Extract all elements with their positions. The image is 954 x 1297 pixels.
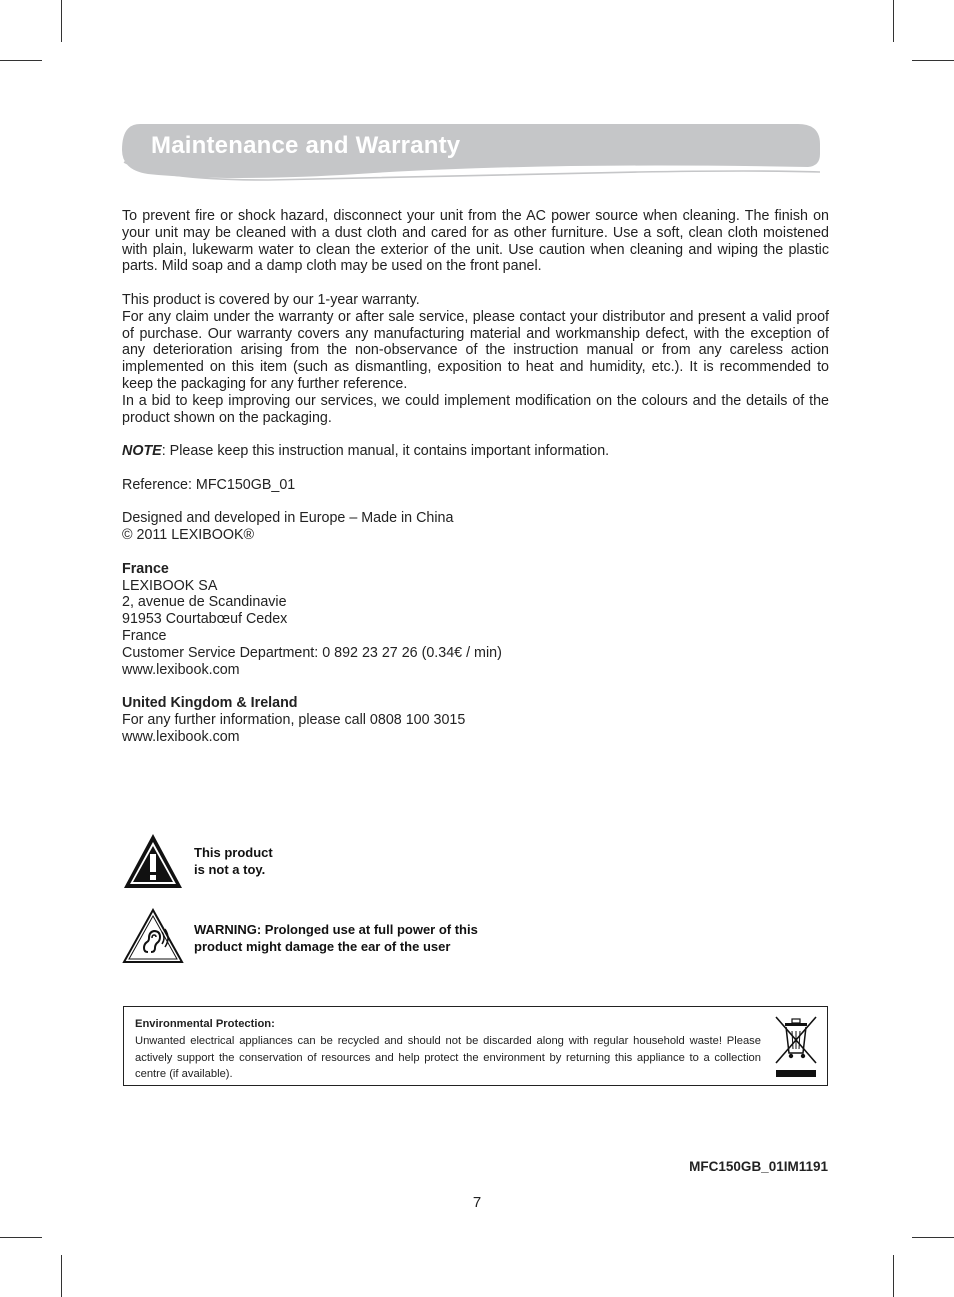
note-text: : Please keep this instruction manual, it contains important information.	[161, 443, 610, 460]
warranty-intro: This product is covered by our 1-year warranty.	[122, 291, 420, 308]
hearing-warning-line: product might damage the ear of the user	[194, 938, 451, 954]
note-label: NOTE	[122, 443, 162, 460]
france-heading: France	[122, 560, 169, 577]
hearing-warning-line: WARNING: Prolonged use at full power of this	[194, 922, 478, 937]
crop-mark	[0, 60, 42, 61]
main-content	[122, 208, 829, 746]
document-reference: MFC150GB_01IM1191	[689, 1159, 828, 1174]
crop-mark	[61, 1255, 62, 1297]
environmental-text-block	[135, 1016, 761, 1083]
crossed-bin-icon	[774, 1013, 818, 1079]
address-line: 91953 Courtabœuf Cedex	[122, 611, 288, 628]
origin-line: Designed and developed in Europe – Made in China	[122, 510, 454, 527]
toy-warning-line: This product	[194, 845, 273, 860]
note-paragraph	[122, 443, 829, 460]
website-link[interactable]: www.lexibook.com	[122, 661, 240, 678]
toy-warning-line: is not a toy.	[194, 861, 266, 877]
ear-hearing-warning-icon	[122, 908, 184, 964]
environmental-protection-box	[123, 1006, 828, 1086]
toy-warning	[122, 832, 273, 890]
crop-mark	[893, 1255, 894, 1297]
address-line: 2, avenue de Scandinavie	[122, 594, 287, 611]
customer-service-line: Customer Service Department: 0 892 23 27 26 (0.34€ / min)	[122, 644, 502, 661]
environmental-title: Environmental Protection:	[135, 1018, 275, 1030]
maintenance-paragraph: To prevent fire or shock hazard, disconnect your unit from the AC power source when cleaning. The finish on your unit may be cleaned with a dust cloth and cared for as other furniture. Use a soft, clean cloth moistened with plain, lukewarm water to clean the exterior of the unit. Use caution when cleaning and wiping the plastic parts. Mild soap and a damp cloth may be used on the front panel.	[122, 208, 829, 275]
crop-mark	[61, 0, 62, 42]
warranty-improvement: In a bid to keep improving our services, we could implement modification on the colours and the details of the product shown on the packaging.	[122, 392, 829, 426]
hearing-warning	[122, 908, 478, 964]
page-title: Maintenance and Warranty	[151, 132, 461, 159]
copyright-line: © 2011 LEXIBOOK®	[122, 527, 255, 544]
warranty-claim: For any claim under the warranty or after sale service, please contact your distributor and present a valid proof of purchase. Our warranty covers any manufacturing material and workmanship defect, with the exception of any deterioration arising from the non-observance of the instruction manual or from any careless action implemented on this item (such as dismantling, exposition to heat and humidity, etc.). It is recommended to keep the packaging for any further reference.	[122, 308, 829, 392]
uk-heading: United Kingdom & Ireland	[122, 695, 298, 712]
address-line: France	[122, 627, 167, 644]
exclamation-triangle-icon	[122, 832, 184, 890]
address-line: LEXIBOOK SA	[122, 577, 218, 594]
environmental-text: Unwanted electrical appliances can be recycled and should not be discarded along with regular household waste! Please actively support the conservation of resources and help protect the environment by returning this appliance to a collection centre (if available).	[135, 1034, 761, 1081]
page-number: 7	[472, 1194, 482, 1211]
crop-mark	[0, 1237, 42, 1238]
uk-contact-line: For any further information, please call 0808 100 3015	[122, 711, 466, 728]
section-banner	[118, 122, 824, 186]
reference-line: Reference: MFC150GB_01	[122, 476, 296, 493]
website-link[interactable]: www.lexibook.com	[122, 728, 240, 745]
crop-mark	[893, 0, 894, 42]
crop-mark	[912, 1237, 954, 1238]
crop-mark	[912, 60, 954, 61]
